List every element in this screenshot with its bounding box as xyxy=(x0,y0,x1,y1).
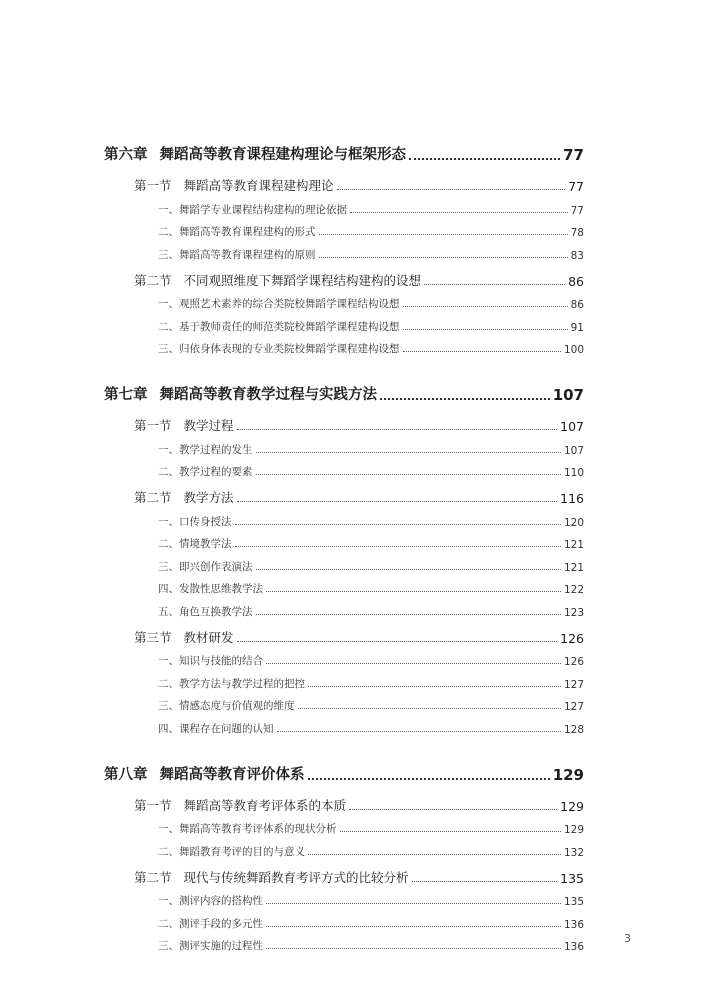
chapter-number: 第八章 xyxy=(104,766,148,783)
item-title: 三、归依身体表现的专业类院校舞蹈学课程建构设想 xyxy=(158,343,400,355)
item-title: 二、情境教学法 xyxy=(158,538,232,550)
dot-leader xyxy=(237,501,558,502)
dot-leader xyxy=(424,284,565,285)
toc-item-entry[interactable] xyxy=(104,668,584,691)
item-title: 一、观照艺术素养的综合类院校舞蹈学课程结构设想 xyxy=(158,298,400,310)
item-page-number: 127 xyxy=(563,701,584,713)
item-page-number: 110 xyxy=(563,467,584,479)
chapter-page-number: 129 xyxy=(552,765,584,784)
toc-section-entry[interactable] xyxy=(104,484,584,506)
item-title: 四、发散性思维教学法 xyxy=(158,583,263,595)
chapter-block xyxy=(104,760,584,954)
item-title: 一、舞蹈高等教育考评体系的现状分析 xyxy=(158,823,337,835)
toc-item-entry[interactable] xyxy=(104,646,584,669)
section-number: 第二节 xyxy=(134,490,172,505)
toc-item-entry[interactable] xyxy=(104,334,584,357)
dot-leader xyxy=(266,663,561,664)
dot-leader xyxy=(319,257,568,258)
toc-item-entry[interactable] xyxy=(104,596,584,619)
item-title: 三、舞蹈高等教育课程建构的原则 xyxy=(158,248,316,261)
section-page-number: 116 xyxy=(560,491,584,506)
toc-item-entry[interactable] xyxy=(104,574,584,597)
toc-section-entry[interactable] xyxy=(104,172,584,194)
item-page-number: 129 xyxy=(563,824,584,836)
page-number: 3 xyxy=(624,932,631,945)
dot-leader xyxy=(308,778,550,780)
item-page-number: 100 xyxy=(563,344,584,356)
toc-item-entry[interactable] xyxy=(104,239,584,262)
item-page-number: 132 xyxy=(563,846,584,859)
item-title: 二、教学方法与教学过程的把控 xyxy=(158,677,305,690)
dot-leader xyxy=(403,351,561,352)
item-page-number: 86 xyxy=(570,299,584,311)
toc-item-entry[interactable] xyxy=(104,311,584,334)
dot-leader xyxy=(256,614,561,615)
dot-leader xyxy=(235,524,561,525)
section-page-number: 86 xyxy=(568,273,584,289)
dot-leader xyxy=(266,948,561,949)
item-page-number: 123 xyxy=(563,606,584,619)
section-page-number: 126 xyxy=(560,630,584,646)
item-title: 二、舞蹈教育考评的目的与意义 xyxy=(158,845,305,858)
toc-chapter-entry[interactable] xyxy=(104,140,584,164)
dot-leader xyxy=(277,731,561,732)
toc-item-entry[interactable] xyxy=(104,908,584,931)
item-title: 二、舞蹈高等教育课程建构的形式 xyxy=(158,226,316,238)
item-title: 一、口传身授法 xyxy=(158,515,232,528)
toc-item-entry[interactable] xyxy=(104,194,584,217)
item-title: 三、情感态度与价值观的维度 xyxy=(158,700,295,712)
chapter-label xyxy=(104,383,377,404)
item-title: 三、测评实施的过程性 xyxy=(158,940,263,952)
section-label xyxy=(134,628,234,646)
chapter-title: 舞蹈高等教育评价体系 xyxy=(159,766,305,783)
chapter-title: 舞蹈高等教育教学过程与实践方法 xyxy=(159,387,377,403)
dot-leader xyxy=(266,903,561,904)
item-title: 二、教学过程的要素 xyxy=(158,466,253,478)
toc-section-entry[interactable] xyxy=(104,864,584,886)
toc-section-entry[interactable] xyxy=(104,412,584,434)
section-label xyxy=(134,868,409,886)
item-page-number: 121 xyxy=(563,539,584,551)
toc-item-entry[interactable] xyxy=(104,289,584,312)
item-page-number: 83 xyxy=(570,249,584,262)
toc-section-entry[interactable] xyxy=(104,267,584,289)
section-number: 第一节 xyxy=(134,797,172,813)
spacer xyxy=(104,404,584,412)
item-title: 三、即兴创作表演法 xyxy=(158,560,253,573)
toc-chapter-entry[interactable] xyxy=(104,760,584,784)
toc-item-entry[interactable] xyxy=(104,551,584,574)
dot-leader xyxy=(409,158,560,160)
item-title: 四、课程存在问题的认知 xyxy=(158,722,274,735)
toc-section-entry[interactable] xyxy=(104,624,584,646)
dot-leader xyxy=(256,569,561,570)
spacer xyxy=(104,164,584,172)
item-page-number: 78 xyxy=(570,227,584,239)
section-label xyxy=(134,176,334,194)
dot-leader xyxy=(266,926,561,927)
dot-leader xyxy=(380,398,550,400)
dot-leader xyxy=(403,329,568,330)
item-page-number: 121 xyxy=(563,561,584,574)
item-page-number: 127 xyxy=(563,678,584,691)
item-page-number: 128 xyxy=(563,723,584,736)
item-title: 一、知识与技能的结合 xyxy=(158,655,263,667)
item-title: 二、测评手段的多元性 xyxy=(158,917,263,930)
section-title: 现代与传统舞蹈教育考评方式的比较分析 xyxy=(183,869,409,885)
section-page-number: 129 xyxy=(560,798,584,814)
item-title: 二、基于教师责任的师范类院校舞蹈学课程建构设想 xyxy=(158,320,400,333)
section-title: 舞蹈高等教育课程建构理论 xyxy=(183,178,334,193)
dot-leader xyxy=(237,429,558,430)
toc-chapter-entry[interactable] xyxy=(104,380,584,404)
dot-leader xyxy=(237,641,558,642)
section-page-number: 107 xyxy=(560,419,584,434)
section-label xyxy=(134,796,346,814)
section-number: 第一节 xyxy=(134,418,172,433)
item-page-number: 122 xyxy=(563,584,584,596)
toc-section-entry[interactable] xyxy=(104,792,584,814)
toc-item-entry[interactable] xyxy=(104,506,584,529)
dot-leader xyxy=(319,234,568,235)
toc-item-entry[interactable] xyxy=(104,814,584,837)
table-of-contents xyxy=(104,140,584,977)
chapter-page-number: 77 xyxy=(563,146,584,164)
item-title: 一、舞蹈学专业课程结构建构的理论依据 xyxy=(158,203,347,216)
item-title: 一、教学过程的发生 xyxy=(158,443,253,456)
chapter-block xyxy=(104,380,584,736)
chapter-number: 第六章 xyxy=(104,147,148,163)
toc-item-entry[interactable] xyxy=(104,886,584,909)
dot-leader xyxy=(403,306,568,307)
dot-leader xyxy=(256,452,561,453)
toc-item-entry[interactable] xyxy=(104,217,584,240)
item-page-number: 136 xyxy=(563,941,584,953)
chapter-block xyxy=(104,140,584,356)
item-title: 一、测评内容的搭构性 xyxy=(158,895,263,907)
section-number: 第二节 xyxy=(134,869,172,885)
dot-leader xyxy=(308,854,561,855)
chapter-number: 第七章 xyxy=(104,387,148,403)
section-label xyxy=(134,271,421,289)
item-page-number: 77 xyxy=(570,204,584,217)
section-title: 教材研发 xyxy=(183,629,234,645)
section-number: 第一节 xyxy=(134,178,172,193)
toc-item-entry[interactable] xyxy=(104,529,584,552)
dot-leader xyxy=(340,831,561,832)
section-page-number: 77 xyxy=(568,179,584,194)
spacer xyxy=(104,784,584,792)
chapter-label xyxy=(104,763,305,784)
section-title: 不同观照维度下舞蹈学课程结构建构的设想 xyxy=(183,272,422,288)
dot-leader xyxy=(350,212,568,213)
toc-item-entry[interactable] xyxy=(104,713,584,736)
item-title: 五、角色互换教学法 xyxy=(158,605,253,618)
section-page-number: 135 xyxy=(560,870,584,886)
section-number: 第二节 xyxy=(134,272,172,288)
dot-leader xyxy=(349,809,557,810)
item-page-number: 136 xyxy=(563,918,584,931)
toc-item-entry[interactable] xyxy=(104,691,584,714)
dot-leader xyxy=(298,708,561,709)
section-title: 教学方法 xyxy=(183,490,234,505)
item-page-number: 120 xyxy=(563,516,584,529)
toc-item-entry[interactable] xyxy=(104,931,584,954)
toc-item-entry[interactable] xyxy=(104,434,584,457)
section-title: 舞蹈高等教育考评体系的本质 xyxy=(183,797,347,813)
item-page-number: 126 xyxy=(563,656,584,668)
dot-leader xyxy=(266,591,561,592)
item-page-number: 91 xyxy=(570,321,584,334)
dot-leader xyxy=(308,686,561,687)
section-title: 教学过程 xyxy=(183,418,234,433)
dot-leader xyxy=(235,546,561,547)
toc-item-entry[interactable] xyxy=(104,836,584,859)
chapter-label xyxy=(104,143,406,164)
section-number: 第三节 xyxy=(134,629,172,645)
item-page-number: 135 xyxy=(563,896,584,908)
dot-leader xyxy=(256,474,561,475)
chapter-page-number: 107 xyxy=(552,386,584,404)
section-label xyxy=(134,488,234,506)
section-label xyxy=(134,416,234,434)
item-page-number: 107 xyxy=(563,444,584,457)
dot-leader xyxy=(337,189,566,190)
chapter-title: 舞蹈高等教育课程建构理论与框架形态 xyxy=(159,147,406,163)
toc-item-entry[interactable] xyxy=(104,457,584,480)
dot-leader xyxy=(412,881,558,882)
